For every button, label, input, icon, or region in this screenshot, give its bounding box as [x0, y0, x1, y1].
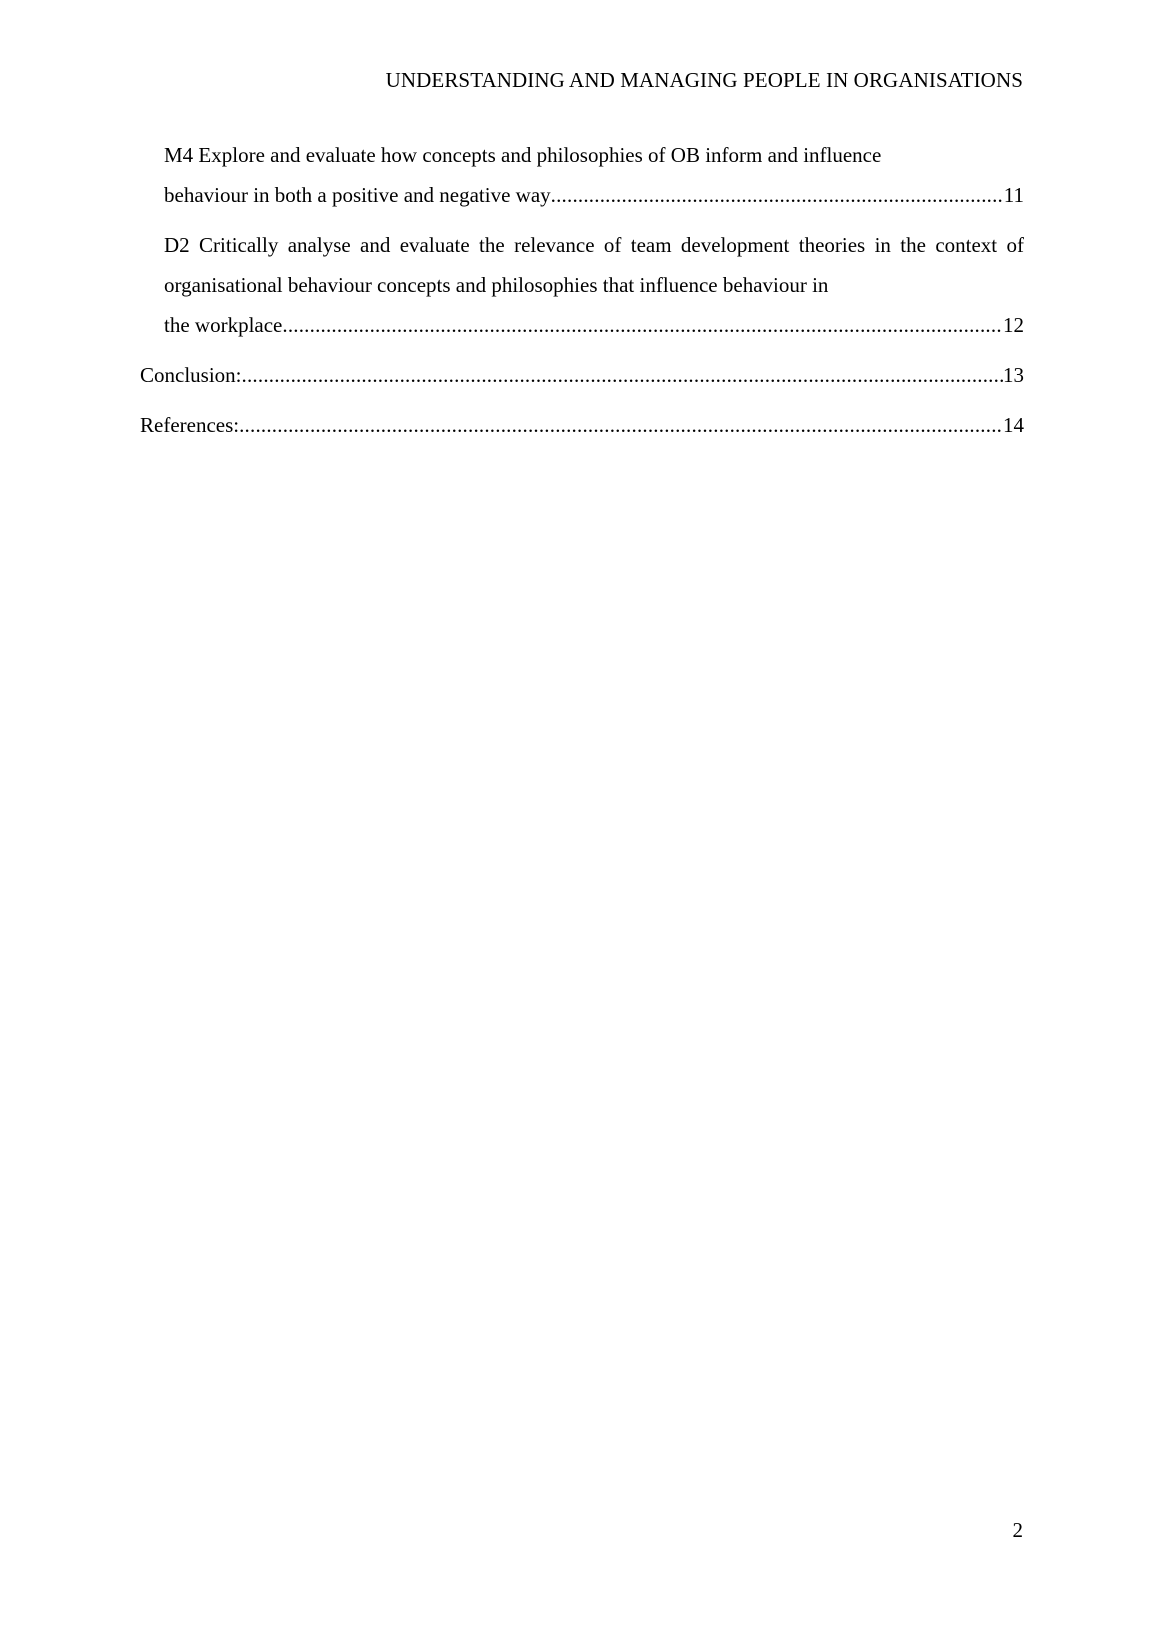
dot-leader — [239, 405, 1003, 445]
toc-entry-text-end: behaviour in both a positive and negative way — [164, 183, 551, 207]
toc-page-number: 11 — [1003, 183, 1024, 207]
toc-entry-lastline — [140, 405, 1024, 445]
toc-page-number: 13 — [1003, 363, 1024, 387]
toc-page-number: 14 — [1003, 413, 1024, 437]
toc-page-number: 12 — [1003, 313, 1024, 337]
toc-entry-text: D2 Critically analyse and evaluate the relevance of team development theories in the context of organisational behaviour concepts and philosophies that influence behaviour in — [164, 233, 1024, 297]
dot-leader — [242, 355, 1003, 395]
dot-leader — [282, 305, 1003, 345]
toc-entry-title: References: — [140, 413, 240, 437]
toc-entry-conclusion[interactable] — [140, 355, 1024, 395]
toc-entry-text-end: the workplace — [164, 313, 283, 337]
toc-entry-lastline — [140, 355, 1024, 395]
table-of-contents — [140, 135, 1024, 455]
page-number: 2 — [1012, 1518, 1023, 1542]
toc-entry-m4[interactable] — [140, 135, 1024, 215]
toc-entry-references[interactable] — [140, 405, 1024, 445]
toc-entry-d2[interactable] — [140, 225, 1024, 345]
toc-entry-lastline — [164, 305, 1024, 345]
dot-leader — [551, 175, 1004, 215]
toc-entry-lastline — [164, 175, 1024, 215]
running-header: UNDERSTANDING AND MANAGING PEOPLE IN ORGANISATIONS — [385, 68, 1023, 92]
toc-entry-title: Conclusion: — [140, 363, 242, 387]
toc-entry-text: M4 Explore and evaluate how concepts and philosophies of OB inform and influence — [164, 143, 882, 167]
